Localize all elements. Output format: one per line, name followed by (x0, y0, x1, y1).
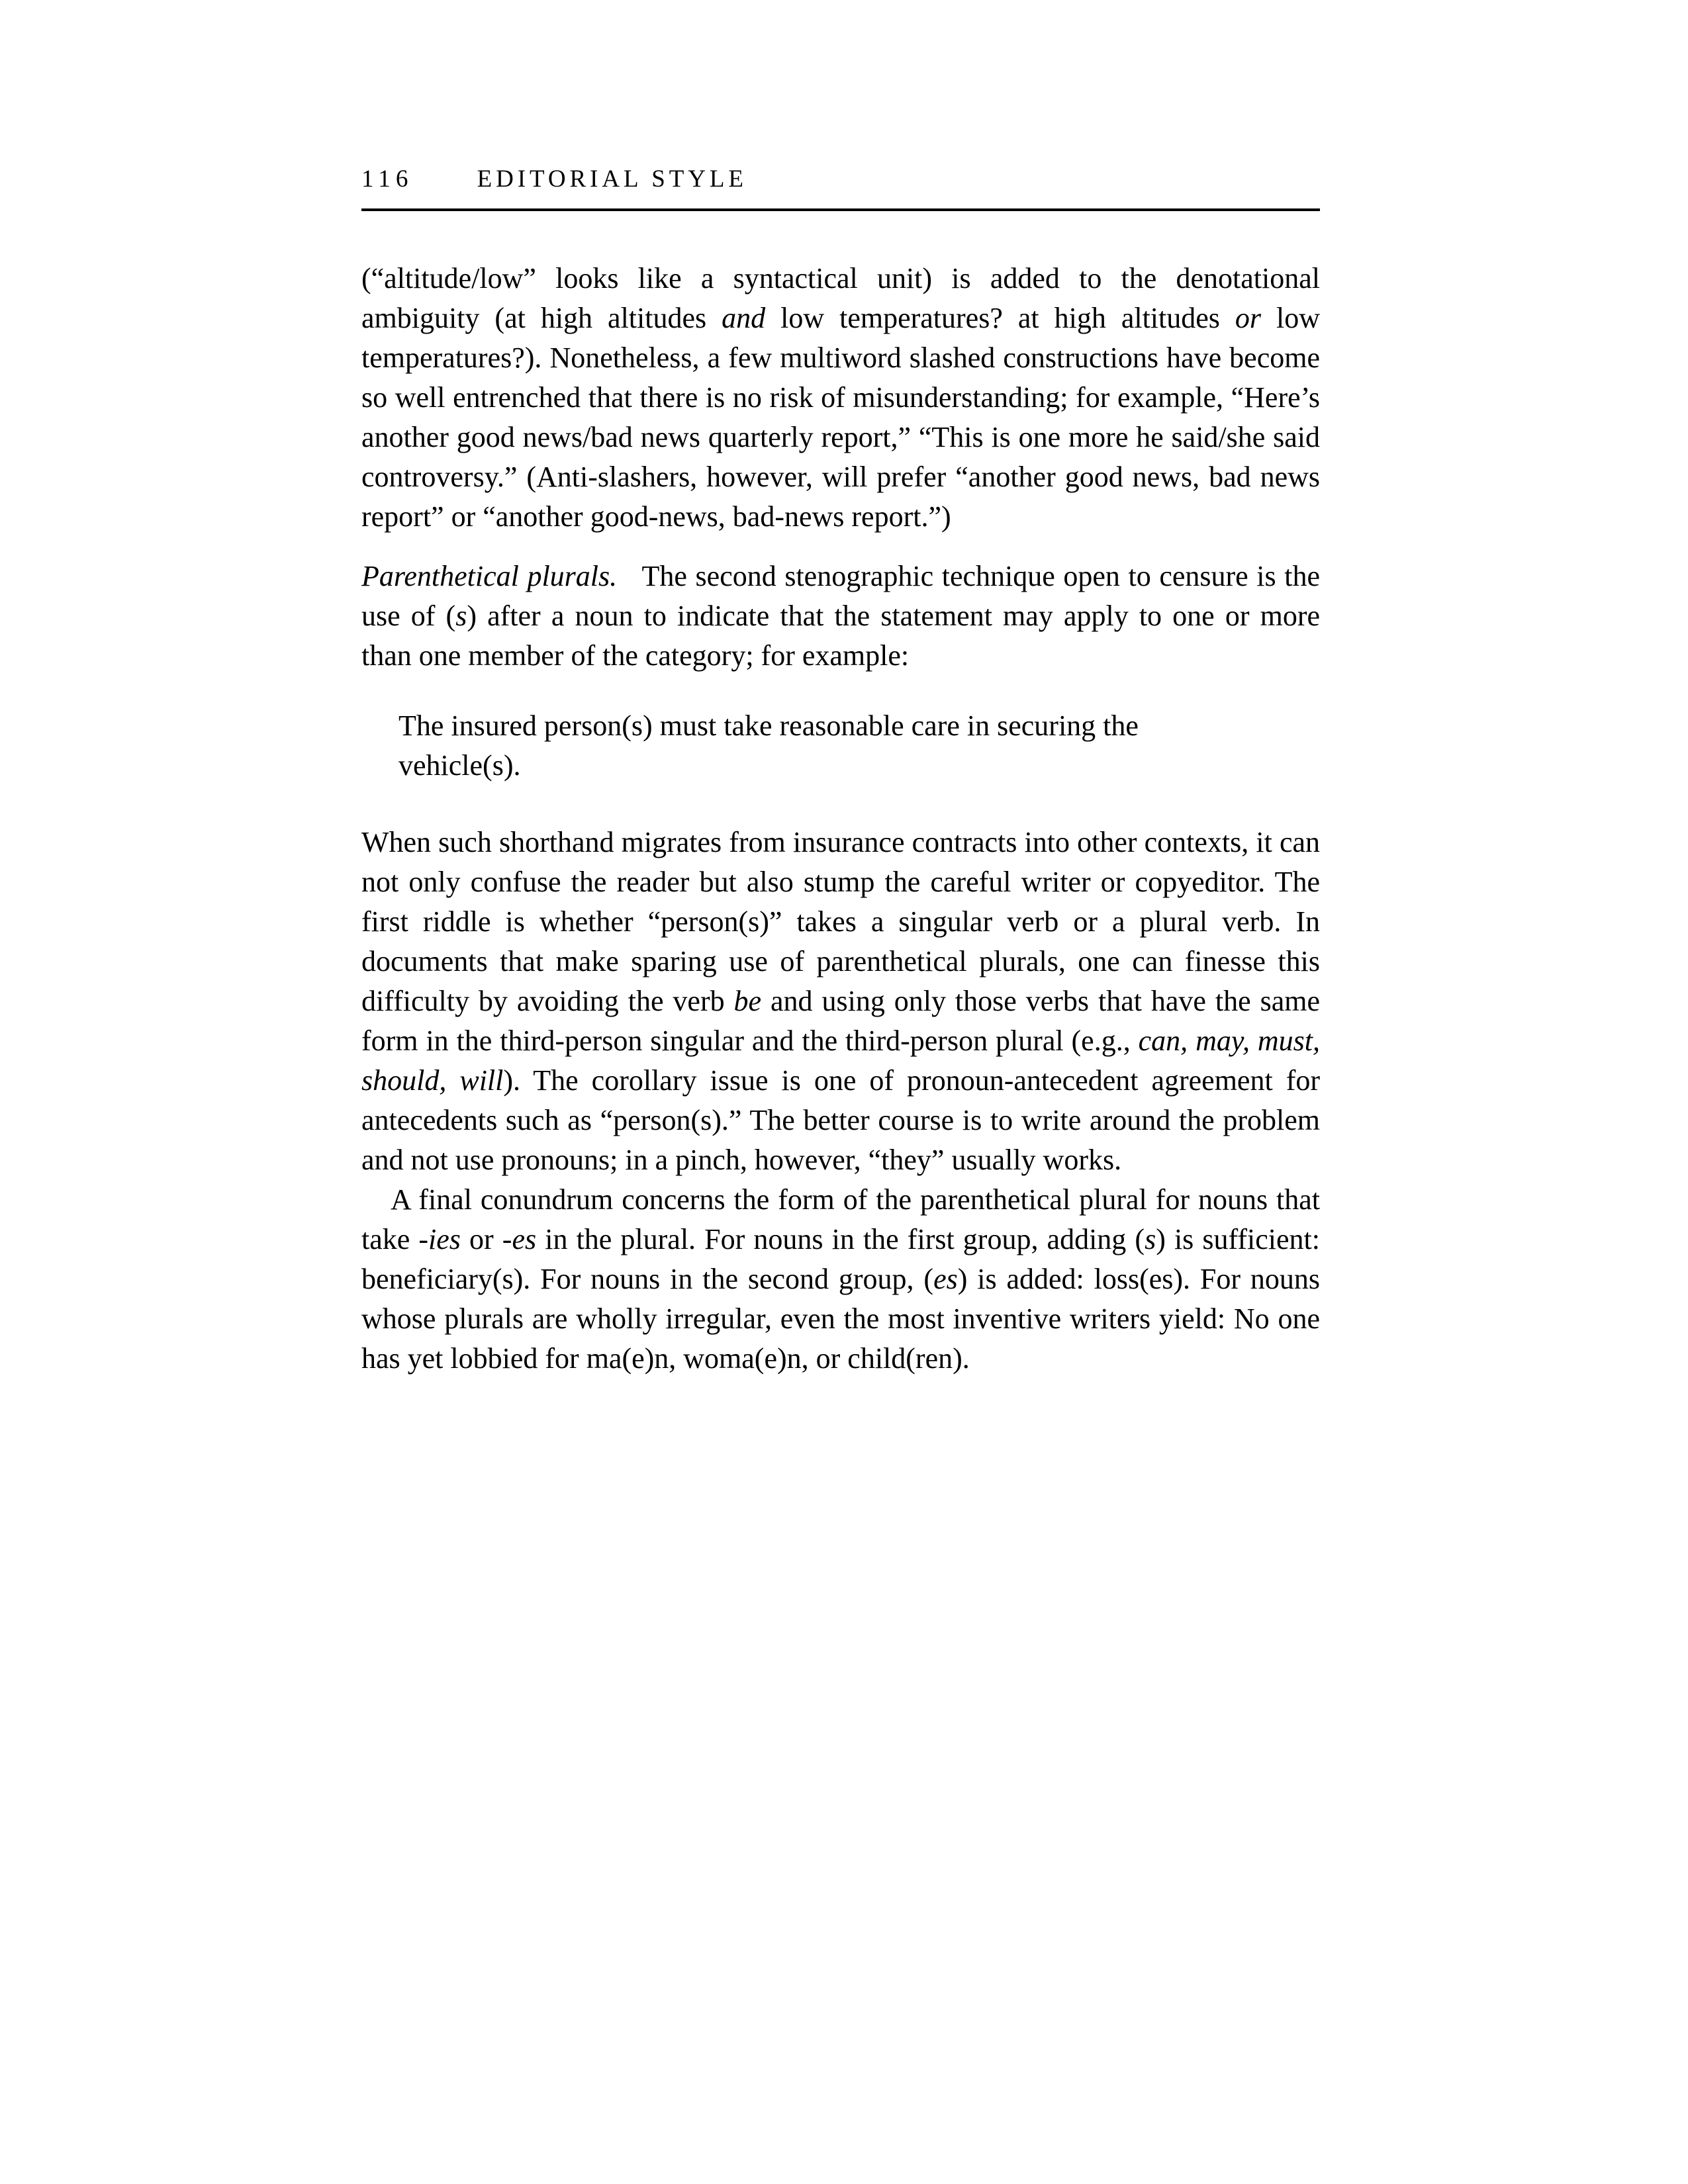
header-rule (361, 208, 1320, 211)
italic-run: s (1145, 1223, 1156, 1255)
italic-run: es (512, 1223, 537, 1255)
text-run: in the plural. For nouns in the first group, adding ( (536, 1223, 1145, 1255)
text-run: or - (460, 1223, 512, 1255)
italic-run: can, may, must, should, will (361, 1024, 1321, 1097)
text-run: A final conundrum concerns the form of the parenthetical plural for nouns that take - (361, 1183, 1320, 1255)
text-run: ). The corollary issue is one of pronoun-antecedent agreement for antecedents such as “person(s).” The better course is to write around the problem and not use pronouns; in a pinch, however, “they” usually works. (361, 1064, 1321, 1176)
paragraph-parenthetical-plurals (361, 557, 1320, 676)
italic-run: be (733, 985, 762, 1017)
text-run: ) is sufficient: beneficiary(s). For nouns in the second group, ( (361, 1223, 1321, 1295)
text-column (361, 167, 1320, 1379)
text-run: low temperatures? at high altitudes (765, 302, 1235, 334)
text-run: The second stenographic technique open to censure is the use of ( (361, 560, 1320, 632)
italic-run: or (1235, 302, 1262, 334)
text-run: ) is added: loss(es). For nouns whose plurals are wholly irregular, even the most inventive writers yield: No one has yet lobbied for ma(e)n, woma(e)n, or child(ren). (361, 1263, 1320, 1375)
running-head: EDITORIAL STYLE (477, 165, 747, 193)
italic-run: ies (428, 1223, 461, 1255)
text-run: low temperatures?). Nonetheless, a few multiword slashed constructions have become so well entrenched that there is no risk of misunderstanding; for example, “Here’s another good news/bad news quarterly report,” “This is one more he said/she said controversy.” (Anti-slashers, however, will prefer “another good news, bad news report” or “another good-news, bad-news report.”) (361, 302, 1321, 533)
italic-run: Parenthetical plurals. (361, 560, 618, 592)
paragraph-when-such-shorthand (361, 823, 1320, 1180)
page-header (361, 167, 1320, 191)
italic-run: and (722, 302, 766, 334)
paragraph-a-final-conundrum (361, 1180, 1320, 1379)
block-quote-insurance-example: The insured person(s) must take reasonable care in securing the vehicle(s). (399, 709, 1139, 782)
page-body (361, 259, 1320, 1379)
text-run: (“altitude/low” looks like a syntactical unit) is added to the denotational ambiguity (at high altitudes (361, 262, 1320, 334)
text-run: ) after a noun to indicate that the statement may apply to one or more than one member of the category; for example: (361, 600, 1320, 672)
text-run: When such shorthand migrates from insurance contracts into other contexts, it can not only confuse the reader but also stump the careful writer or copyeditor. The first riddle is whether “person(s)” takes a singular verb or a plural verb. In documents that make sparing use of parenthetical plurals, one can finesse this difficulty by avoiding the verb (361, 826, 1320, 1017)
text-run: and using only those verbs that have the same form in the third-person singular and the third-person plural (e.g., (361, 985, 1320, 1057)
italic-run: s (455, 600, 467, 632)
italic-run: es (933, 1263, 958, 1295)
page-number: 116 (361, 165, 414, 193)
paragraph-slashed-constructions (361, 259, 1320, 537)
